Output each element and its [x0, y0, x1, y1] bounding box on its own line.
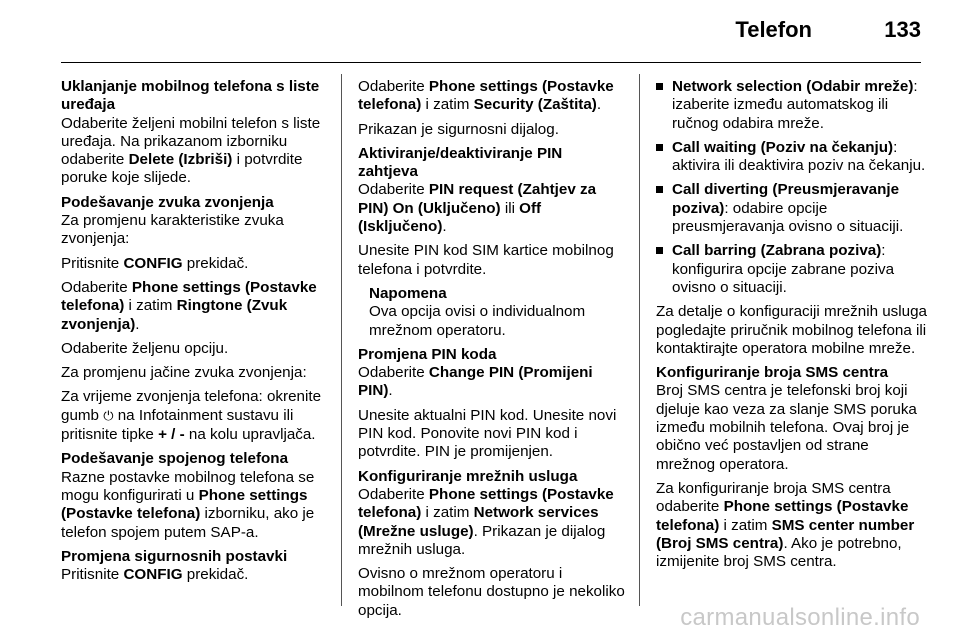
menu-option-text: Phone settings (Postavke telefona) — [358, 485, 614, 522]
bullet-term: Call diverting (Preusmjeravanje poziva) — [672, 181, 900, 217]
bullet-text: : aktivira ili deaktivira poziv na čekanju. — [672, 138, 926, 175]
paragraph — [61, 255, 329, 273]
bullet-term: Call waiting (Poziv na čekanju) — [672, 138, 894, 156]
section-sms-center — [656, 364, 928, 571]
section-network-services — [358, 468, 626, 620]
column-3 — [656, 78, 928, 577]
text: na Infotainment sustavu ili pritisnite tipke — [61, 406, 294, 444]
note-box — [358, 285, 626, 340]
bullet-text: : odabire opcije preusmjeravanja ovisno o situaciji. — [672, 199, 904, 236]
paragraph — [61, 115, 329, 188]
section-pin-request — [358, 145, 626, 279]
bullet-square-icon — [656, 83, 663, 90]
menu-option-text: Network services (Mrežne usluge) — [358, 504, 599, 540]
menu-option-text: Ringtone (Zvuk zvonjenja) — [61, 297, 288, 333]
text: Odaberite željeni mobilni telefon s liste uređaja. Na prikazanom izborniku odaberite — [61, 114, 321, 169]
section-connected-phone — [61, 450, 329, 541]
paragraph: Unesite PIN kod SIM kartice mobilnog telefona i potvrdite. — [358, 242, 614, 278]
button-name-text: CONFIG — [123, 254, 183, 272]
section-heading: Promjena sigurnosnih postavki — [61, 547, 288, 565]
text: i zatim — [421, 96, 474, 114]
paragraph: Broj SMS centra je telefonski broj koji djeluje kao veza za slanje SMS poruka između mobilnih telefona. Ovaj broj je obično već postavljen od strane mrežnog operatora. — [656, 382, 917, 473]
text: izborniku, ako je telefon spojem putem SAP-a. — [61, 505, 315, 541]
column-divider-1 — [341, 74, 342, 606]
text: Odaberite — [358, 485, 429, 503]
menu-option-text: Phone settings (Postavke telefona) — [61, 486, 308, 523]
bullet-term: Network selection (Odabir mreže) — [672, 78, 914, 95]
power-knob-icon: ⏻ — [103, 408, 114, 424]
text: . — [135, 315, 140, 333]
bullet-item-call-barring — [656, 242, 928, 297]
section-heading: Konfiguriranje broja SMS centra — [656, 364, 889, 382]
note-title: Napomena — [369, 284, 447, 302]
bullet-text: : izaberite između automatskog ili ručnog odabira mreže. — [672, 78, 918, 132]
text: . Prikazan je dijalog mrežnih usluga. — [358, 522, 606, 558]
menu-option-text: Change PIN (Promijeni PIN) — [358, 364, 593, 400]
text: Razne postavke mobilnog telefona se mogu konfigurirati u — [61, 468, 315, 504]
page-header-title: Telefon — [735, 17, 812, 42]
text: . — [388, 382, 393, 400]
text: Odaberite — [358, 78, 429, 95]
text: . — [596, 96, 602, 114]
paragraph — [61, 388, 329, 444]
key-name-text: + / - — [158, 426, 185, 444]
text: i zatim — [124, 297, 177, 315]
section-remove-phone — [61, 78, 329, 188]
text: ili — [500, 199, 520, 217]
menu-option-text: Phone settings (Postavke telefona) — [61, 278, 317, 315]
header-rule — [61, 62, 921, 63]
paragraph — [61, 566, 329, 584]
paragraph: Za promjenu karakteristike zvuka zvonjenja: — [61, 212, 284, 248]
text: na kolu upravljača. — [184, 426, 316, 444]
paragraph — [358, 486, 626, 559]
bullet-text: : konfigurira opcije zabrane poziva ovisno o situaciji. — [672, 242, 895, 296]
column-1 — [61, 78, 329, 590]
bullet-square-icon — [656, 186, 663, 193]
text: i potvrdite poruke koje slijede. — [61, 151, 303, 187]
paragraph — [358, 364, 626, 401]
bullet-item-network-selection — [656, 78, 928, 133]
paragraph: Odaberite željenu opciju. — [61, 339, 229, 357]
paragraph: Ovisno o mrežnom operatoru i mobilnom telefonu dostupno je nekoliko opcija. — [358, 565, 625, 619]
menu-option-text: PIN request (Zahtjev za PIN) On (Uključeno) — [358, 181, 597, 217]
column-divider-2 — [639, 74, 640, 606]
text: Odaberite — [61, 278, 132, 296]
paragraph: Prikazan je sigurnosni dijalog. — [358, 120, 559, 138]
watermark: carmanualsonline.info — [680, 604, 920, 631]
section-heading: Aktiviranje/deaktiviranje PIN zahtjeva — [358, 144, 563, 181]
section-change-pin — [358, 346, 626, 462]
text: prekidač. — [182, 254, 249, 272]
page-number: 133 — [884, 17, 921, 42]
bullet-square-icon — [656, 144, 663, 151]
paragraph: Za detalje o konfiguraciji mrežnih usluga pogledajte priručnik mobilnog telefona ili kontaktirajte operatora mobilne mreže. — [656, 303, 927, 357]
paragraph — [61, 279, 329, 334]
text: Za konfiguriranje broja SMS centra odaberite — [656, 479, 891, 516]
text: i zatim — [719, 516, 772, 534]
paragraph: Za promjenu jačine zvuka zvonjenja: — [61, 364, 307, 382]
section-heading: Podešavanje zvuka zvonjenja — [61, 193, 274, 211]
paragraph — [358, 78, 626, 115]
bullet-term: Call barring (Zabrana poziva) — [672, 242, 882, 260]
menu-option-text: Delete (Izbriši) — [128, 151, 233, 169]
section-ringtone — [61, 194, 329, 445]
button-name-text: CONFIG — [123, 566, 183, 584]
bullet-square-icon — [656, 247, 663, 254]
paragraph — [656, 480, 928, 571]
text: Za vrijeme zvonjenja telefona: okrenite gumb — [61, 388, 322, 424]
paragraph: Unesite aktualni PIN kod. Unesite novi PIN kod. Ponovite novi PIN kod i potvrdite. PIN je promijenjen. — [358, 406, 617, 461]
bullet-item-call-waiting — [656, 139, 928, 176]
note-text: Ova opcija ovisi o individualnom mrežnom operatoru. — [369, 303, 586, 339]
text: Odaberite — [358, 364, 429, 382]
menu-option-text: Security (Zaštita) — [473, 96, 597, 114]
section-heading: Promjena PIN koda — [358, 345, 497, 363]
text: i zatim — [421, 504, 474, 522]
text: Pritisnite — [61, 566, 124, 584]
menu-option-text: Phone settings (Postavke telefona) — [656, 498, 909, 534]
text: Pritisnite — [61, 254, 124, 272]
bullet-item-call-diverting — [656, 181, 928, 236]
paragraph — [358, 181, 626, 236]
menu-option-text: Off (Isključeno) — [358, 199, 542, 236]
text: Odaberite — [358, 181, 429, 199]
menu-option-text: SMS center number (Broj SMS centra) — [656, 516, 915, 552]
text: prekidač. — [182, 566, 249, 584]
section-heading: Podešavanje spojenog telefona — [61, 450, 289, 468]
text: . — [442, 218, 447, 236]
menu-option-text: Phone settings (Postavke telefona) — [358, 78, 614, 114]
column-2 — [358, 78, 626, 626]
section-heading: Konfiguriranje mrežnih usluga — [358, 467, 578, 485]
section-heading: Uklanjanje mobilnog telefona s liste uređaja — [61, 78, 320, 114]
section-security-settings — [61, 548, 329, 585]
paragraph — [61, 469, 329, 542]
text: . Ako je potrebno, izmijenite broj SMS centra. — [656, 534, 902, 571]
